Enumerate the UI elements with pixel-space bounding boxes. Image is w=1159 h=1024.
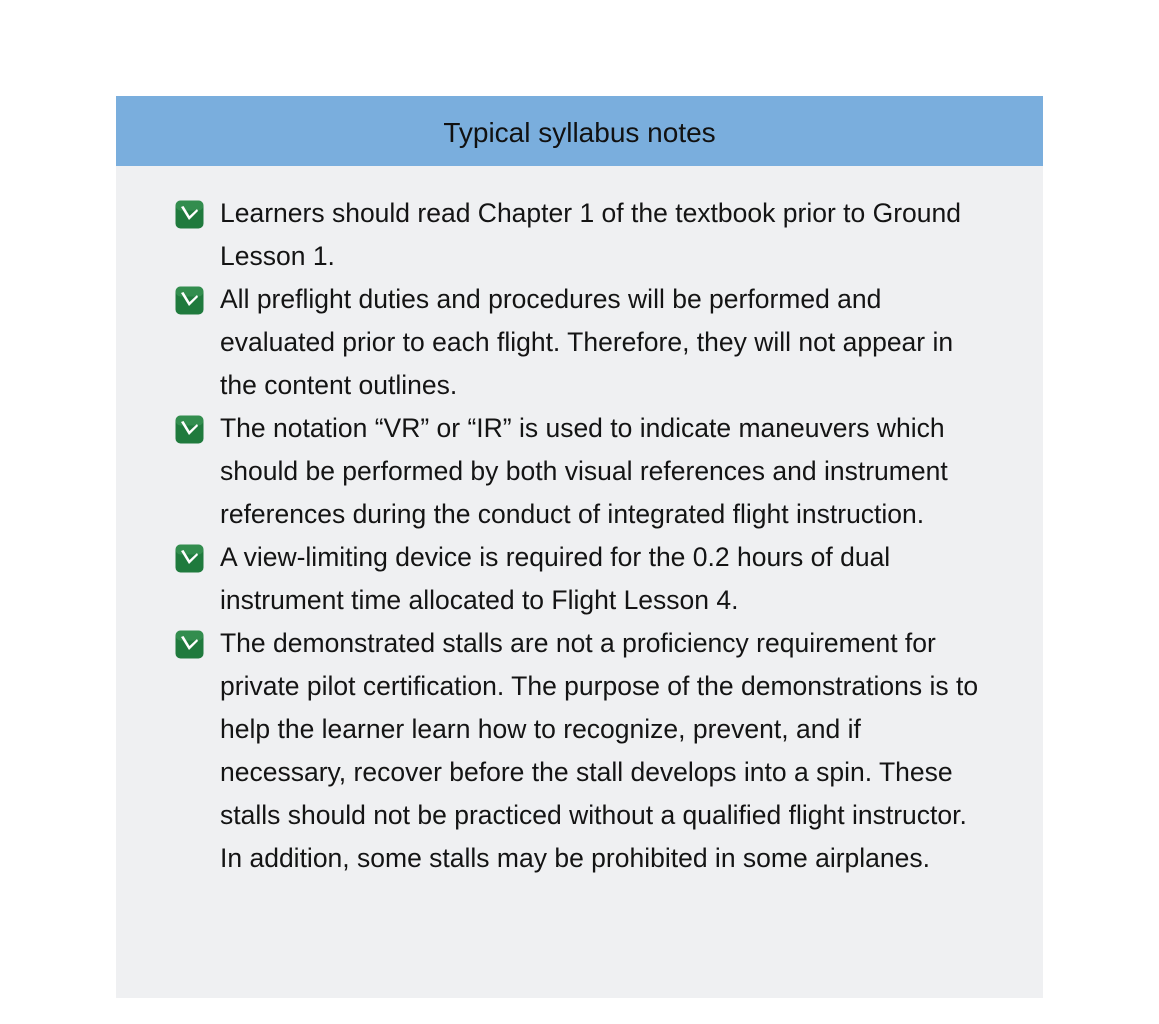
green-checkmark-bullet-icon xyxy=(175,544,204,573)
note-item xyxy=(116,192,1043,278)
note-item xyxy=(116,407,1043,536)
note-item xyxy=(116,622,1043,880)
notes-header xyxy=(116,96,1043,166)
green-checkmark-bullet-icon xyxy=(175,200,204,229)
note-item xyxy=(116,536,1043,622)
note-text: A view-limiting device is required for the 0.2 hours of dual instrument time allocated to Flight Lesson 4. xyxy=(220,542,891,615)
green-checkmark-bullet-icon xyxy=(175,286,204,315)
note-text: Learners should read Chapter 1 of the textbook prior to Ground Lesson 1. xyxy=(220,198,961,271)
green-checkmark-bullet-icon xyxy=(175,630,204,659)
note-text: All preflight duties and procedures will be performed and evaluated prior to each flight. Therefore, they will not appear in the content outlines. xyxy=(220,284,954,400)
notes-list xyxy=(116,166,1043,880)
syllabus-notes-box xyxy=(116,96,1043,998)
note-text: The demonstrated stalls are not a proficiency requirement for private pilot certification. The purpose of the demonstrations is to help the learner learn how to recognize, prevent, and if necessary, recover before the stall develops into a spin. These stalls should not be practiced without a qualified flight instructor. In addition, some stalls may be prohibited in some airplanes. xyxy=(220,628,979,873)
green-checkmark-bullet-icon xyxy=(175,415,204,444)
note-item xyxy=(116,278,1043,407)
notes-title: Typical syllabus notes xyxy=(443,117,716,148)
note-text: The notation “VR” or “IR” is used to indicate maneuvers which should be performed by both visual references and instrument references during the conduct of integrated flight instruction. xyxy=(220,413,948,529)
